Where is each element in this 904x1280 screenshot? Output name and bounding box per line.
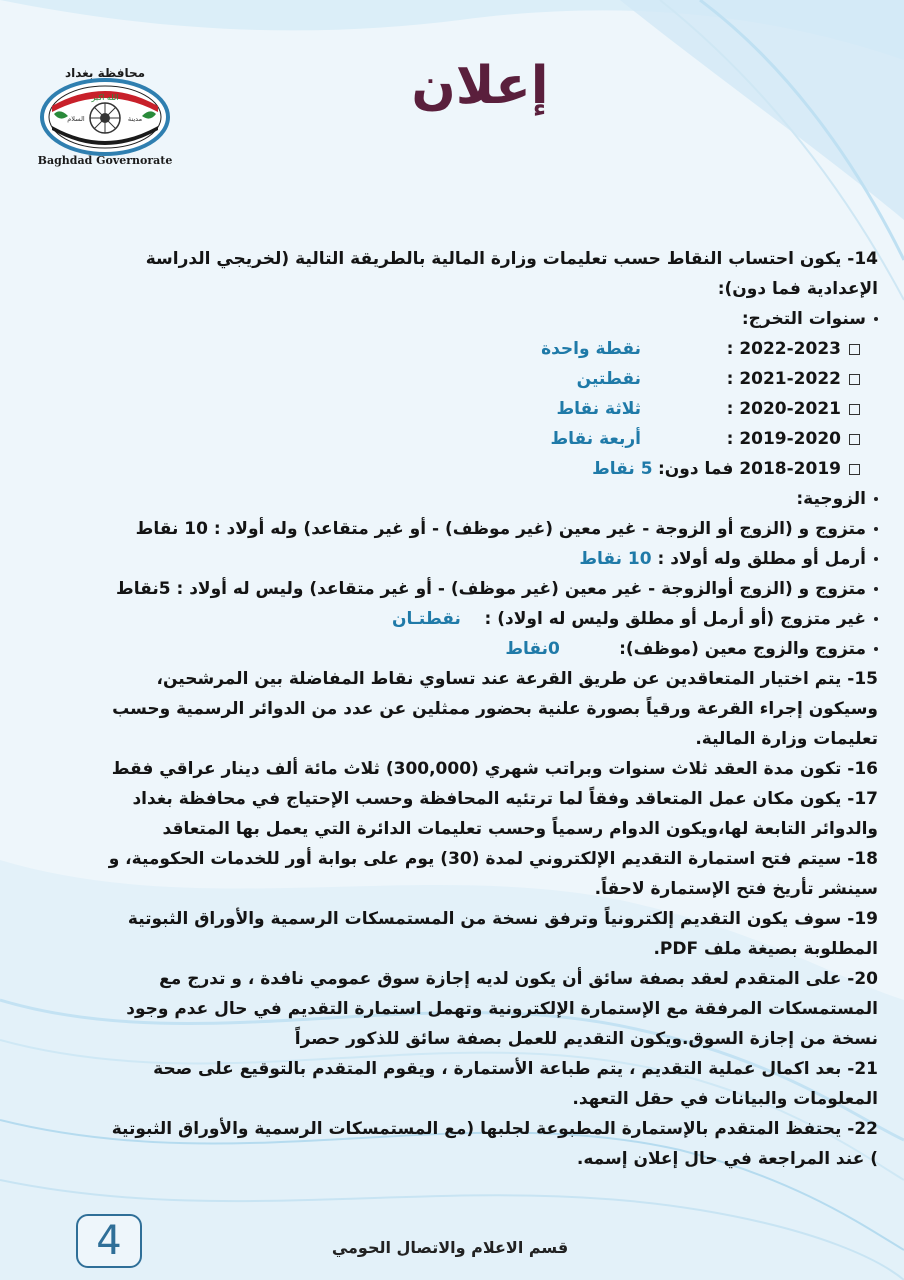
marital-row: غير متزوج (أو أرمل أو مطلق وليس له اولاد) : نقطتـان <box>48 604 878 634</box>
logo-inner-word: مدينة <box>127 115 143 123</box>
marital-row: أرمل أو مطلق وله أولاد : 10 نقاط <box>48 544 878 574</box>
logo-arabic-name: محافظة بغداد <box>64 66 146 80</box>
page-number-box: 4 <box>76 1214 142 1268</box>
baghdad-governorate-logo <box>30 66 180 171</box>
grad-row: 2022-2023 :نقطة واحدة <box>48 334 878 364</box>
grad-row: 2019-2020 :أربعة نقاط <box>48 424 878 454</box>
item-17: 17- يكون مكان عمل المتعاقد وفقاً لما ترتئيه المحافظة وحسب الإحتياج في محافظة بغداد والدوائر التابعة لها،ويكون الدوام رسمياً وحسب تعليمات الدائرة التي يعمل بها المتعاقد <box>132 789 878 839</box>
item-22: 22- يحتفظ المتقدم بالإستمارة المطبوعة لجلبها (مع المستمسكات الرسمية والأوراق الثبوتية ) عند المراجعة في حال إعلان إسمه. <box>111 1119 878 1169</box>
footer-department: قسم الاعلام والاتصال الحومي <box>331 1238 569 1257</box>
marital-row: متزوج والزوج معين (موظف): 0نقاط <box>48 634 878 664</box>
item-18: 18- سيتم فتح استمارة التقديم الإلكتروني لمدة (30) يوم على بوابة أور للخدمات الحكومية، و سينشر تأريخ فتح الإستمارة لاحقاً. <box>108 849 878 899</box>
logo-english-name: Baghdad Governorate <box>37 154 173 167</box>
item-19: 19- سوف يكون التقديم إلكترونياً وترفق نسخة من المستمسكات الرسمية والأوراق الثبوتية المطلوبة بصيغة ملف PDF. <box>127 909 878 959</box>
item-20: 20- على المتقدم لعقد بصفة سائق أن يكون لديه إجازة سوق عمومي نافدة ، و تدرج مع المستمسكات المرفقة مع الإستمارة الإلكترونية وتهمل استمارة التقديم في حال عدم وجود نسخة من إجازة السوق.ويكون التقديم للعمل بصفة سائق للذكور حصراً <box>126 969 878 1049</box>
graduation-years-heading: سنوات التخرج: <box>48 304 878 334</box>
marital-row: متزوج و (الزوج أوالزوجة - غير معين (غير موظف) - أو غير متقاعد) وليس له أولاد : 5نقاط <box>48 574 878 604</box>
item-14: 14- يكون احتساب النقاط حسب تعليمات وزارة المالية بالطريقة التالية (لخريجي الدراسة الإعدادية فما دون): <box>145 249 878 299</box>
grad-row: 2018-2019 فما دون: 5 نقاط <box>48 454 878 484</box>
item-21: 21- بعد اكمال عملية التقديم ، يتم طباعة الأستمارة ، ويقوم المتقدم بالتوقيع على صحة المعلومات والبيانات في حقل التعهد. <box>153 1059 878 1109</box>
logo-inner-word2: السلام <box>67 115 85 123</box>
grad-row: 2021-2022 :نقطتين <box>48 364 878 394</box>
grad-row: 2020-2021 :ثلاثة نقاط <box>48 394 878 424</box>
logo-emblem-icon <box>40 78 170 156</box>
item-15: 15- يتم اختيار المتعاقدين عن طريق القرعة عند تساوي نقاط المفاضلة بين المرشحين، وسيكون إجراء القرعة ورقياً بصورة علنية بحضور ممثلين عن عدد من الدوائر الرسمية وحسب تعليمات وزارة المالية. <box>112 669 878 749</box>
item-16: 16- تكون مدة العقد ثلاث سنوات وبراتب شهري (300,000) ثلاث مائة ألف دينار عراقي فقط <box>111 759 878 779</box>
logo-takbir: الله اكبر <box>91 93 119 102</box>
marital-status-heading: الزوجية: <box>48 484 878 514</box>
marital-row: متزوج و (الزوج أو الزوجة - غير معين (غير موظف) - أو غير متقاعد) وله أولاد : 10 نقاط <box>48 514 878 544</box>
page-title: إعلان <box>411 56 549 116</box>
announcement-body <box>48 244 878 1174</box>
